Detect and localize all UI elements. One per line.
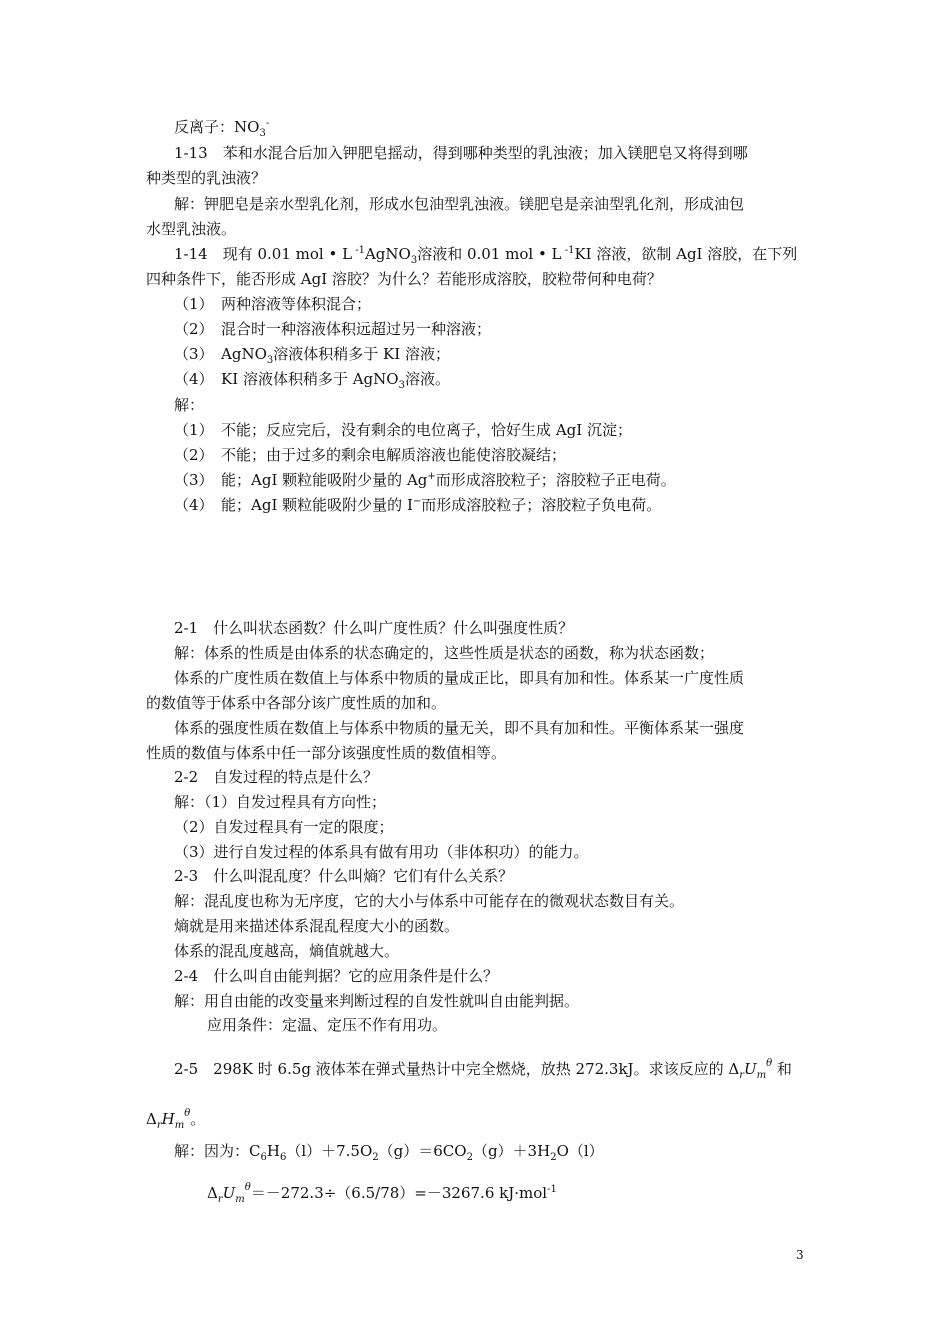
subscript: 3 <box>266 355 274 366</box>
superscript: -1 <box>561 245 575 256</box>
subscript: 6 <box>279 1152 287 1163</box>
subscript: 2 <box>550 1152 557 1163</box>
text-span: 1-14 现有 0.01 mol • L <box>174 245 353 263</box>
list-item <box>174 470 676 490</box>
text-line: 解：（1）自发过程具有方向性； <box>174 793 387 811</box>
text-span: H <box>266 1142 280 1160</box>
subscript: r <box>156 1120 162 1131</box>
question-1-13: 1-13 苯和水混合后加入钾肥皂摇动，得到哪种类型的乳浊液；加入镁肥皂又将得到哪 <box>174 144 748 162</box>
text-span: 溶液和 0.01 mol • L <box>417 245 562 263</box>
text-span: 而形成溶胶粒子；溶胶粒子负电荷。 <box>421 496 662 514</box>
question-1-14 <box>174 244 797 264</box>
calculation-line <box>207 1178 557 1210</box>
text-line: 水型乳浊液。 <box>146 220 237 238</box>
question-2-1: 2-1 什么叫状态函数？什么叫广度性质？什么叫强度性质？ <box>174 619 574 637</box>
subscript: 6 <box>260 1152 267 1163</box>
text-span: （g）＋3H <box>472 1142 551 1160</box>
subscript: r <box>739 1070 744 1081</box>
formula-line <box>146 1104 205 1136</box>
subscript: 2 <box>466 1152 473 1163</box>
superscript: + <box>427 471 436 482</box>
superscript: − <box>412 496 422 507</box>
text-line: （3）进行自发过程的体系具有做有用功（非体积功）的能力。 <box>174 843 589 861</box>
subscript: 3 <box>259 128 266 139</box>
text-line: 应用条件：定温、定压不作有用功。 <box>207 1016 448 1034</box>
text-span: 和 <box>772 1060 792 1078</box>
text-span: （3） 能；AgI 颗粒能吸附少量的 Ag <box>174 471 428 489</box>
question-2-5 <box>174 1054 792 1086</box>
answer-1-13: 解：钾肥皂是亲水型乳化剂，形成水包油型乳浊液。镁肥皂是亲油型乳化剂，形成油包 <box>174 195 745 213</box>
list-item <box>174 344 450 364</box>
text-line: 的数值等于体系中各部分该广度性质的加和。 <box>146 694 447 712</box>
text-span: 溶液体积稍多于 KI 溶液； <box>273 345 450 363</box>
text-span: 2-5 298K 时 6.5g 液体苯在弹式量热计中完全燃烧，放热 272.3kJ。求该反应的 <box>174 1060 724 1078</box>
subscript: 2 <box>372 1152 379 1163</box>
list-item: （2） 混合时一种溶液体积远超过另一种溶液； <box>174 320 492 338</box>
text-span: 溶液。 <box>404 370 450 388</box>
subscript: 3 <box>410 255 418 266</box>
symbol-u: U <box>743 1060 757 1078</box>
superscript: -1 <box>352 245 365 256</box>
text-line: 性质的数值与体系中任一部分该强度性质的数值相等。 <box>146 744 507 762</box>
subscript: m <box>235 1194 245 1205</box>
text-line: 解：用自由能的改变量来判断过程的自发性就叫自由能判据。 <box>174 992 580 1010</box>
superscript: θ <box>244 1182 251 1193</box>
text-span: AgNO <box>364 245 411 263</box>
text-line: 解：混乱度也称为无序度，它的大小与体系中可能存在的微观状态数目有关。 <box>174 892 685 910</box>
question-2-2: 2-2 自发过程的特点是什么？ <box>174 768 379 786</box>
text-line <box>174 117 269 137</box>
text-span: 而形成溶胶粒子；溶胶粒子正电荷。 <box>435 471 676 489</box>
text-span: ＝－272.3÷（6.5/78）=－3267.6 kJ·mol <box>250 1184 548 1202</box>
text-line: 四种条件下，能否形成 AgI 溶胶？为什么？若能形成溶胶，胶粒带何种电荷？ <box>146 270 662 288</box>
text-line: （2）自发过程具有一定的限度； <box>174 818 394 836</box>
symbol-u: U <box>222 1184 236 1202</box>
subscript: m <box>756 1070 767 1081</box>
formula-delta-r-um <box>728 1058 773 1081</box>
answer-label: 解： <box>174 396 205 414</box>
text-line: 体系的广度性质在数值上与体系中物质的量成正比，即具有加和性。体系某一广度性质 <box>174 669 745 687</box>
text-span: （l）＋7.5O <box>286 1142 373 1160</box>
superscript: θ <box>184 1108 191 1119</box>
symbol-h: H <box>161 1110 175 1128</box>
subscript: r <box>217 1194 223 1205</box>
list-item <box>174 369 450 389</box>
formula-delta-r-hm <box>146 1108 191 1131</box>
delta-symbol: Δ <box>207 1184 218 1202</box>
text-span: （4） 能；AgI 颗粒能吸附少量的 I <box>174 496 413 514</box>
formula-delta-r-um <box>207 1182 251 1205</box>
superscript: - <box>265 118 270 129</box>
text-span: （4） KI 溶液体积稍多于 AgNO <box>174 370 399 388</box>
subscript: 3 <box>398 380 405 391</box>
text-line: 种类型的乳浊液？ <box>146 169 267 187</box>
text-line: 体系的混乱度越高，熵值就越大。 <box>174 942 400 960</box>
question-2-3: 2-3 什么叫混乱度？什么叫熵？它们有什么关系？ <box>174 867 514 885</box>
delta-symbol: Δ <box>728 1060 740 1078</box>
text-span: 反离子：NO <box>174 118 260 136</box>
list-item: （1） 不能；反应完后，没有剩余的电位离子，恰好生成 AgI 沉淀； <box>174 421 632 439</box>
text-span: KI 溶液，欲制 AgI 溶胶，在下列 <box>574 245 798 263</box>
list-item: （1） 两种溶液等体积混合； <box>174 295 372 313</box>
subscript: m <box>174 1120 185 1131</box>
reaction-equation <box>174 1141 604 1161</box>
text-span: （3） AgNO <box>174 345 267 363</box>
superscript: θ <box>766 1058 773 1069</box>
list-item: （2） 不能；由于过多的剩余电解质溶液也能使溶胶凝结； <box>174 446 567 464</box>
text-line: 熵就是用来描述体系混乱程度大小的函数。 <box>174 917 460 935</box>
text-span: 解：因为：C <box>174 1142 261 1160</box>
text-line: 体系的强度性质在数值上与体系中物质的量无关，即不具有加和性。平衡体系某一强度 <box>174 719 745 737</box>
text-span: O（l） <box>556 1142 604 1160</box>
text-span: （g）＝6CO <box>378 1142 467 1160</box>
delta-symbol: Δ <box>146 1110 157 1128</box>
question-2-4: 2-4 什么叫自由能判据？它的应用条件是什么？ <box>174 967 499 985</box>
list-item <box>174 495 661 515</box>
text-span: 。 <box>190 1110 206 1128</box>
superscript: -1 <box>547 1184 557 1195</box>
page-number: 3 <box>796 1248 804 1262</box>
text-line: 解：体系的性质是由体系的状态确定的，这些性质是状态的函数，称为状态函数； <box>174 644 715 662</box>
